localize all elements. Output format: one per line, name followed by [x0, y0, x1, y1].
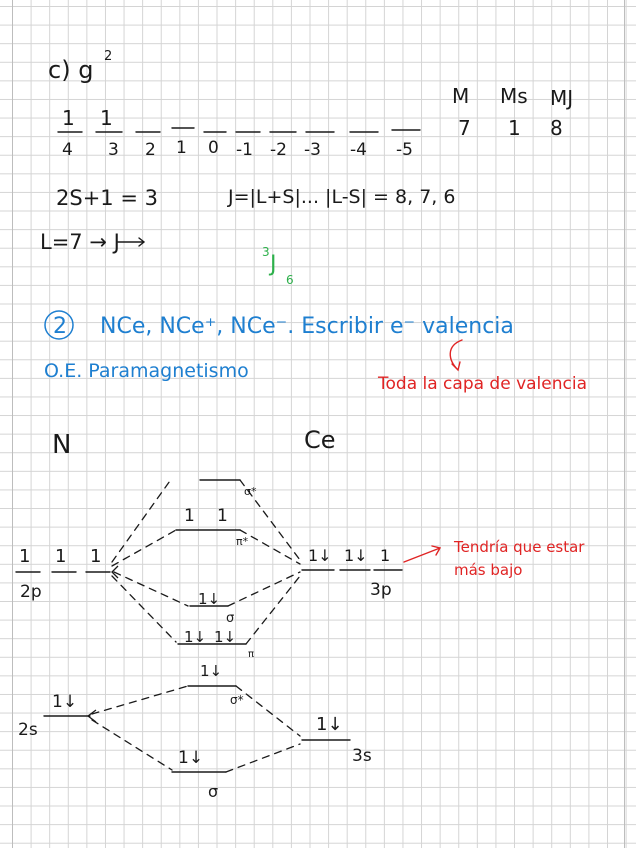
mo-sigma-s-label: σ — [208, 782, 219, 801]
question-line-1: NCe, NCe⁺, NCe⁻. Escribir e⁻ valencia — [100, 314, 514, 339]
equation-l: L=7 → J — [40, 230, 120, 254]
valence-note: Toda la capa de valencia — [378, 374, 588, 394]
question-number: 2 — [53, 314, 67, 339]
mo-pi-star-label: π* — [236, 535, 249, 548]
ml-label: -3 — [304, 140, 321, 160]
ml-label: -4 — [350, 140, 367, 160]
electron-ml-4: 1 — [62, 106, 75, 130]
electron-2p: 1 — [55, 546, 67, 567]
electron-3s: 1↓ — [316, 714, 343, 735]
orbital-label-2s: 2s — [18, 720, 38, 740]
electron-sigma-s: 1↓ — [178, 748, 204, 768]
ml-label: -2 — [270, 140, 287, 160]
correlation-line — [240, 480, 300, 560]
electron-2s: 1↓ — [52, 692, 78, 712]
electron-sigma: 1↓ — [198, 590, 221, 608]
ml-label: 0 — [208, 138, 219, 158]
question-line-2: O.E. Paramagnetismo — [44, 360, 249, 382]
col-value-mj: 8 — [550, 116, 563, 140]
electron-sigma-star-s: 1↓ — [200, 662, 223, 680]
electron-3p: 1↓ — [308, 546, 332, 565]
right-atom-label: Ce — [304, 426, 336, 454]
ml-label: 3 — [108, 140, 119, 160]
orbital-label-2p: 2p — [20, 582, 42, 602]
mo-pi-label: π — [248, 649, 255, 660]
col-value-ms: 1 — [508, 116, 521, 140]
electron-ml-3: 1 — [100, 106, 113, 130]
equation-multiplicity: 2S+1 = 3 — [56, 186, 158, 210]
electron-3p: 1 — [380, 546, 391, 565]
correlation-line — [236, 686, 300, 736]
correlation-line — [112, 478, 172, 562]
ml-label: -1 — [236, 140, 253, 160]
annotation-arrow-valence — [450, 340, 462, 370]
correlation-line — [246, 576, 300, 644]
ml-label: 2 — [145, 140, 156, 160]
equation-j-values: J=|L+S|... |L-S| = 8, 7, 6 — [228, 186, 456, 208]
left-atom-label: N — [52, 430, 72, 460]
ml-label: 1 — [176, 138, 187, 158]
mo-sigma-label: σ — [226, 611, 235, 626]
ml-label: 4 — [62, 140, 73, 160]
annotation-arrow-energy — [404, 546, 440, 562]
term-symbol-letter: J — [270, 252, 277, 277]
term-symbol-sup: 3 — [262, 245, 270, 259]
mo-sigma-star-top-label: σ* — [244, 485, 257, 498]
electron-2p: 1 — [19, 546, 31, 567]
energy-level-note: Tendría que estar más bajo — [454, 538, 585, 580]
col-header-mj: MJ — [550, 86, 574, 110]
section-c-title: c) g — [48, 56, 94, 84]
electron-pi-star: 1 — [217, 506, 228, 526]
electron-pi-star: 1 — [184, 506, 195, 526]
ml-label: -5 — [396, 140, 413, 160]
col-value-m: 7 — [458, 116, 471, 140]
mo-sigma-star-s-label: σ* — [230, 693, 244, 707]
electron-2p: 1 — [90, 546, 102, 567]
electron-pi: 1↓ — [184, 628, 207, 646]
correlation-line — [92, 720, 172, 770]
section-c-title-sup: 2 — [104, 49, 113, 64]
col-header-ms: Ms — [500, 84, 528, 108]
orbital-label-3p: 3p — [370, 580, 392, 600]
col-header-m: M — [452, 84, 470, 108]
correlation-line — [92, 686, 188, 714]
question-number-circle — [45, 311, 73, 339]
electron-3p: 1↓ — [344, 546, 368, 565]
orbital-label-3s: 3s — [352, 746, 372, 766]
term-symbol-sub: 6 — [286, 273, 294, 287]
electron-pi: 1↓ — [214, 628, 237, 646]
correlation-line — [226, 744, 300, 772]
